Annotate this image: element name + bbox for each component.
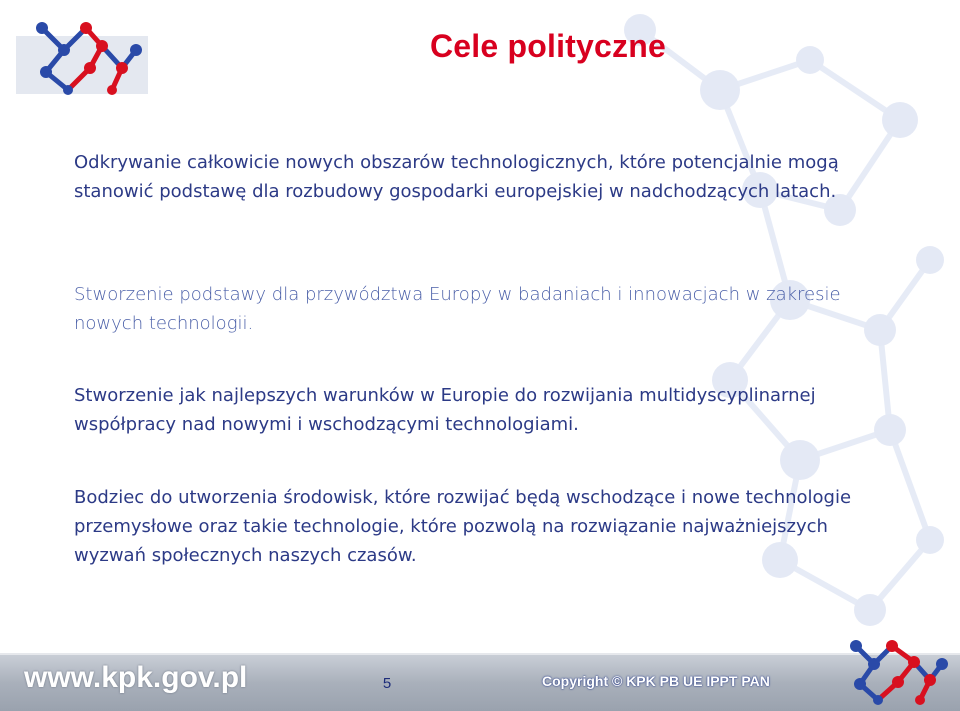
footer-bar [0, 655, 960, 711]
paragraph-2: Stworzenie podstawy dla przywództwa Europy w badaniach i innowacjach w zakresie nowych technologii. [74, 284, 841, 334]
kpk-logo-footer-icon [834, 628, 954, 708]
page-number: 5 [382, 675, 392, 692]
page-title: Cele polityczne [430, 28, 666, 64]
paragraph-1: Odkrywanie całkowicie nowych obszarów technologicznych, które potencjalnie mogą stanowić podstawę dla rozbudowy gospodarki europejskiej w nadchodzących latach. [74, 152, 839, 202]
copyright-text: Copyright © KPK PB UE IPPT PAN [542, 673, 770, 689]
kpk-logo-icon [12, 6, 152, 98]
paragraph-3: Stworzenie jak najlepszych warunków w Europie do rozwijania multidyscyplinarnej współpracy nad nowymi i wschodzącymi technologiami. [74, 385, 816, 435]
footer-url[interactable]: www.kpk.gov.pl [24, 661, 248, 694]
paragraph-4: Bodziec do utworzenia środowisk, które rozwijać będą wschodzące i nowe technologie przemysłowe oraz takie technologie, które pozwolą na rozwiązanie najważniejszych wyzwań społecznych naszych czasów. [74, 487, 852, 566]
